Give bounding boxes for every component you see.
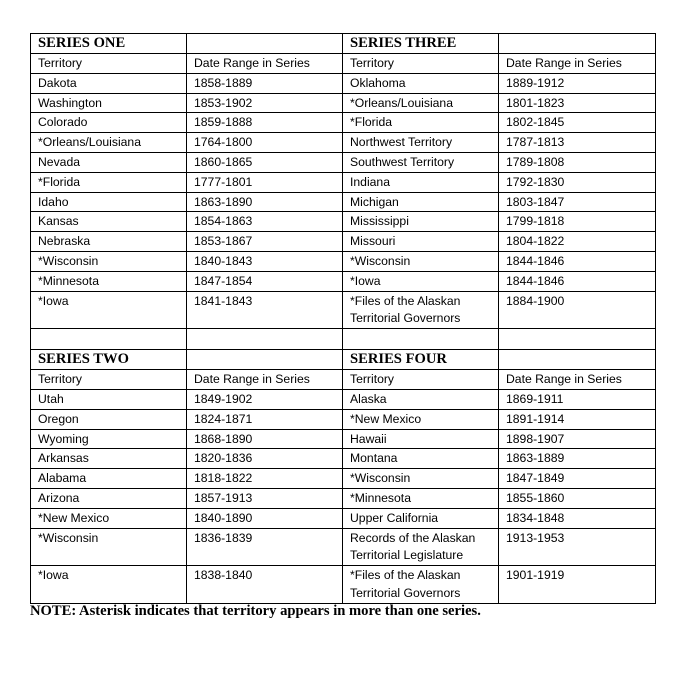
date-range-cell: 1844-1846 [499, 251, 656, 271]
date-range-cell: 1891-1914 [499, 409, 656, 429]
date-range-cell: 1857-1913 [187, 488, 343, 508]
table-row [31, 389, 656, 409]
territory-cell: Missouri [343, 232, 499, 252]
territory-cell: *Florida [31, 172, 187, 192]
empty-cell [499, 329, 656, 350]
territory-cell: *Wisconsin [31, 528, 187, 566]
date-range-header: Date Range in Series [499, 370, 656, 390]
date-range-cell: 1913-1953 [499, 528, 656, 566]
spacer-row [31, 329, 656, 350]
series-title: SERIES TWO [31, 350, 187, 370]
date-range-cell: 1884-1900 [499, 291, 656, 329]
territory-cell: *Files of the Alaskan Territorial Governors [343, 566, 499, 604]
territory-cell: Oregon [31, 409, 187, 429]
territory-cell: Upper California [343, 508, 499, 528]
date-range-cell: 1802-1845 [499, 113, 656, 133]
empty-cell [187, 350, 343, 370]
territory-cell: Oklahoma [343, 73, 499, 93]
table-row [31, 152, 656, 172]
date-range-cell: 1818-1822 [187, 469, 343, 489]
date-range-cell: 1869-1911 [499, 389, 656, 409]
empty-cell [187, 34, 343, 54]
date-range-cell: 1764-1800 [187, 133, 343, 153]
territory-cell: *Files of the Alaskan Territorial Governors [343, 291, 499, 329]
series-title: SERIES FOUR [343, 350, 499, 370]
date-range-cell: 1787-1813 [499, 133, 656, 153]
table-row [31, 271, 656, 291]
date-range-cell: 1792-1830 [499, 172, 656, 192]
date-range-cell: 1889-1912 [499, 73, 656, 93]
series-table [30, 33, 656, 604]
territory-cell: Alabama [31, 469, 187, 489]
empty-cell [499, 350, 656, 370]
territory-cell: *Iowa [31, 291, 187, 329]
table-row [31, 508, 656, 528]
territory-cell: *Florida [343, 113, 499, 133]
territory-cell: Arkansas [31, 449, 187, 469]
date-range-cell: 1868-1890 [187, 429, 343, 449]
empty-cell [499, 34, 656, 54]
date-range-cell: 1789-1808 [499, 152, 656, 172]
date-range-cell: 1799-1818 [499, 212, 656, 232]
territory-cell: *Orleans/Louisiana [343, 93, 499, 113]
territory-cell: Washington [31, 93, 187, 113]
date-range-cell: 1834-1848 [499, 508, 656, 528]
date-range-cell: 1801-1823 [499, 93, 656, 113]
territory-header: Territory [31, 54, 187, 74]
date-range-cell: 1901-1919 [499, 566, 656, 604]
date-range-cell: 1849-1902 [187, 389, 343, 409]
territory-cell: Hawaii [343, 429, 499, 449]
table-row [31, 469, 656, 489]
territory-cell: Southwest Territory [343, 152, 499, 172]
table-row [31, 212, 656, 232]
date-range-cell: 1853-1867 [187, 232, 343, 252]
column-header-row [31, 54, 656, 74]
series-title: SERIES ONE [31, 34, 187, 54]
date-range-cell: 1838-1840 [187, 566, 343, 604]
table-row [31, 172, 656, 192]
date-range-cell: 1836-1839 [187, 528, 343, 566]
territory-cell: Records of the Alaskan Territorial Legislature [343, 528, 499, 566]
date-range-cell: 1898-1907 [499, 429, 656, 449]
territory-cell: *Wisconsin [31, 251, 187, 271]
date-range-cell: 1847-1854 [187, 271, 343, 291]
date-range-cell: 1840-1890 [187, 508, 343, 528]
date-range-cell: 1855-1860 [499, 488, 656, 508]
series-title-row [31, 350, 656, 370]
date-range-header: Date Range in Series [187, 54, 343, 74]
date-range-cell: 1824-1871 [187, 409, 343, 429]
date-range-header: Date Range in Series [187, 370, 343, 390]
date-range-cell: 1804-1822 [499, 232, 656, 252]
table-row [31, 113, 656, 133]
territory-cell: Nevada [31, 152, 187, 172]
territory-cell: Northwest Territory [343, 133, 499, 153]
table-row [31, 133, 656, 153]
date-range-cell: 1847-1849 [499, 469, 656, 489]
territory-header: Territory [343, 54, 499, 74]
territory-cell: Wyoming [31, 429, 187, 449]
territory-cell: Montana [343, 449, 499, 469]
date-range-cell: 1844-1846 [499, 271, 656, 291]
table-row [31, 566, 656, 604]
table-row [31, 449, 656, 469]
date-range-cell: 1863-1889 [499, 449, 656, 469]
territory-header: Territory [31, 370, 187, 390]
territory-cell: *Iowa [343, 271, 499, 291]
date-range-cell: 1803-1847 [499, 192, 656, 212]
date-range-cell: 1820-1836 [187, 449, 343, 469]
territory-cell: *Iowa [31, 566, 187, 604]
territory-cell: Arizona [31, 488, 187, 508]
series-title-row [31, 34, 656, 54]
date-range-cell: 1859-1888 [187, 113, 343, 133]
empty-cell [343, 329, 499, 350]
territory-cell: Dakota [31, 73, 187, 93]
territory-header: Territory [343, 370, 499, 390]
date-range-cell: 1860-1865 [187, 152, 343, 172]
territory-cell: Nebraska [31, 232, 187, 252]
date-range-cell: 1854-1863 [187, 212, 343, 232]
date-range-cell: 1840-1843 [187, 251, 343, 271]
territory-cell: Utah [31, 389, 187, 409]
date-range-header: Date Range in Series [499, 54, 656, 74]
table-row [31, 409, 656, 429]
territory-cell: *Minnesota [31, 271, 187, 291]
date-range-cell: 1777-1801 [187, 172, 343, 192]
territory-cell: Indiana [343, 172, 499, 192]
table-row [31, 291, 656, 329]
table-row [31, 232, 656, 252]
territory-cell: *Minnesota [343, 488, 499, 508]
series-title: SERIES THREE [343, 34, 499, 54]
territory-cell: *Orleans/Louisiana [31, 133, 187, 153]
territory-cell: *New Mexico [343, 409, 499, 429]
territory-cell: *New Mexico [31, 508, 187, 528]
table-row [31, 73, 656, 93]
table-row [31, 192, 656, 212]
territory-cell: Kansas [31, 212, 187, 232]
date-range-cell: 1863-1890 [187, 192, 343, 212]
date-range-cell: 1858-1889 [187, 73, 343, 93]
territory-cell: Idaho [31, 192, 187, 212]
asterisk-note: NOTE: Asterisk indicates that territory appears in more than one series. [30, 603, 481, 619]
territory-cell: Alaska [343, 389, 499, 409]
territory-cell: *Wisconsin [343, 251, 499, 271]
table-row [31, 528, 656, 566]
territory-cell: Mississippi [343, 212, 499, 232]
territory-cell: *Wisconsin [343, 469, 499, 489]
date-range-cell: 1853-1902 [187, 93, 343, 113]
date-range-cell: 1841-1843 [187, 291, 343, 329]
empty-cell [187, 329, 343, 350]
table-row [31, 93, 656, 113]
table-row [31, 488, 656, 508]
column-header-row [31, 370, 656, 390]
territory-cell: Colorado [31, 113, 187, 133]
table-row [31, 429, 656, 449]
table-row [31, 251, 656, 271]
territory-cell: Michigan [343, 192, 499, 212]
empty-cell [31, 329, 187, 350]
